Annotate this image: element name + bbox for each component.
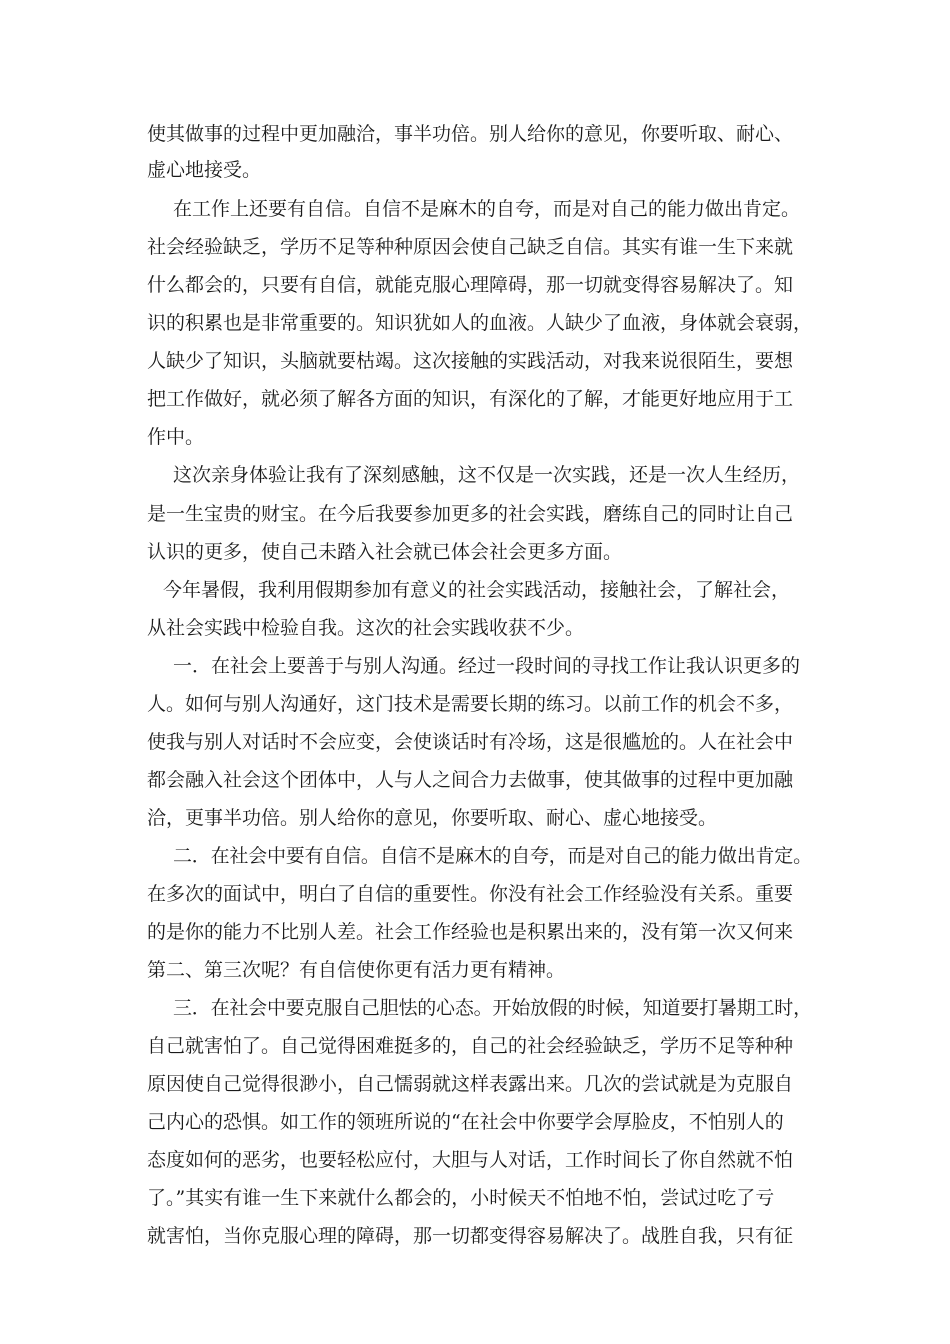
text-line: 的是你的能力不比别人差。社会工作经验也是积累出来的，没有第一次又何来	[147, 921, 794, 943]
text-line: 原因使自己觉得很渺小，自己懦弱就这样表露出来。几次的尝试就是为克服自	[147, 1073, 794, 1095]
text-line: 二．在社会中要有自信。自信不是麻木的自夸，而是对自己的能力做出肯定。	[173, 845, 812, 867]
text-line: 了。”其实有谁一生下来就什么都会的，小时候天不怕地不怕，尝试过吃了亏	[147, 1187, 775, 1209]
text-line: 一．在社会上要善于与别人沟通。经过一段时间的寻找工作让我认识更多的	[173, 655, 801, 677]
text-line: 认识的更多，使自己未踏入社会就已体会社会更多方面。	[147, 541, 623, 563]
text-line: 是一生宝贵的财宝。在今后我要参加更多的社会实践，磨练自己的同时让自己	[147, 503, 794, 525]
text-line: 洽，更事半功倍。别人给你的意见，你要听取、耐心、虚心地接受。	[147, 807, 718, 829]
text-line: 使其做事的过程中更加融洽，事半功倍。别人给你的意见，你要听取、耐心、	[147, 123, 794, 145]
text-line: 使我与别人对话时不会应变，会使谈话时有冷场，这是很尴尬的。人在社会中	[147, 731, 794, 753]
text-line: 这次亲身体验让我有了深刻感触，这不仅是一次实践，还是一次人生经历，	[173, 464, 801, 486]
text-line: 都会融入社会这个团体中，人与人之间合力去做事，使其做事的过程中更加融	[147, 769, 794, 791]
text-line: 在工作上还要有自信。自信不是麻木的自夸，而是对自己的能力做出肯定。	[173, 198, 801, 220]
text-line: 虚心地接受。	[147, 159, 262, 181]
text-line: 社会经验缺乏，学历不足等种种原因会使自己缺乏自信。其实有谁一生下来就	[147, 236, 794, 258]
text-line: 第二、第三次呢？有自信使你更有活力更有精神。	[147, 959, 566, 981]
text-line: 什么都会的，只要有自信，就能克服心理障碍，那一切就变得容易解决了。知	[147, 274, 794, 296]
text-line: 把工作做好，就必须了解各方面的知识，有深化的了解，才能更好地应用于工	[147, 388, 794, 410]
text-line: 人缺少了知识，头脑就要枯竭。这次接触的实践活动，对我来说很陌生，要想	[147, 350, 794, 372]
text-line: 态度如何的恶劣，也要轻松应付，大胆与人对话，工作时间长了你自然就不怕	[147, 1149, 794, 1171]
text-line: 在多次的面试中，明白了自信的重要性。你没有社会工作经验没有关系。重要	[147, 883, 794, 905]
text-line: 自己就害怕了。自己觉得困难挺多的，自己的社会经验缺乏，学历不足等种种	[147, 1035, 794, 1057]
text-line: 今年暑假，我利用假期参加有意义的社会实践活动，接触社会，了解社会，	[163, 579, 791, 601]
text-line: 识的积累也是非常重要的。知识犹如人的血液。人缺少了血液，身体就会衰弱，	[147, 312, 813, 334]
text-line: 从社会实践中检验自我。这次的社会实践收获不少。	[147, 617, 585, 639]
text-line: 就害怕，当你克服心理的障碍，那一切都变得容易解决了。战胜自我，只有征	[147, 1225, 794, 1247]
text-line: 己内心的恐惧。如工作的领班所说的“在社会中你要学会厚脸皮，不怕别人的	[147, 1111, 784, 1133]
text-line: 作中。	[147, 426, 205, 448]
text-line: 三．在社会中要克服自己胆怯的心态。开始放假的时候，知道要打暑期工时，	[173, 997, 812, 1019]
text-line: 人。如何与别人沟通好，这门技术是需要长期的练习。以前工作的机会不多，	[147, 693, 794, 715]
